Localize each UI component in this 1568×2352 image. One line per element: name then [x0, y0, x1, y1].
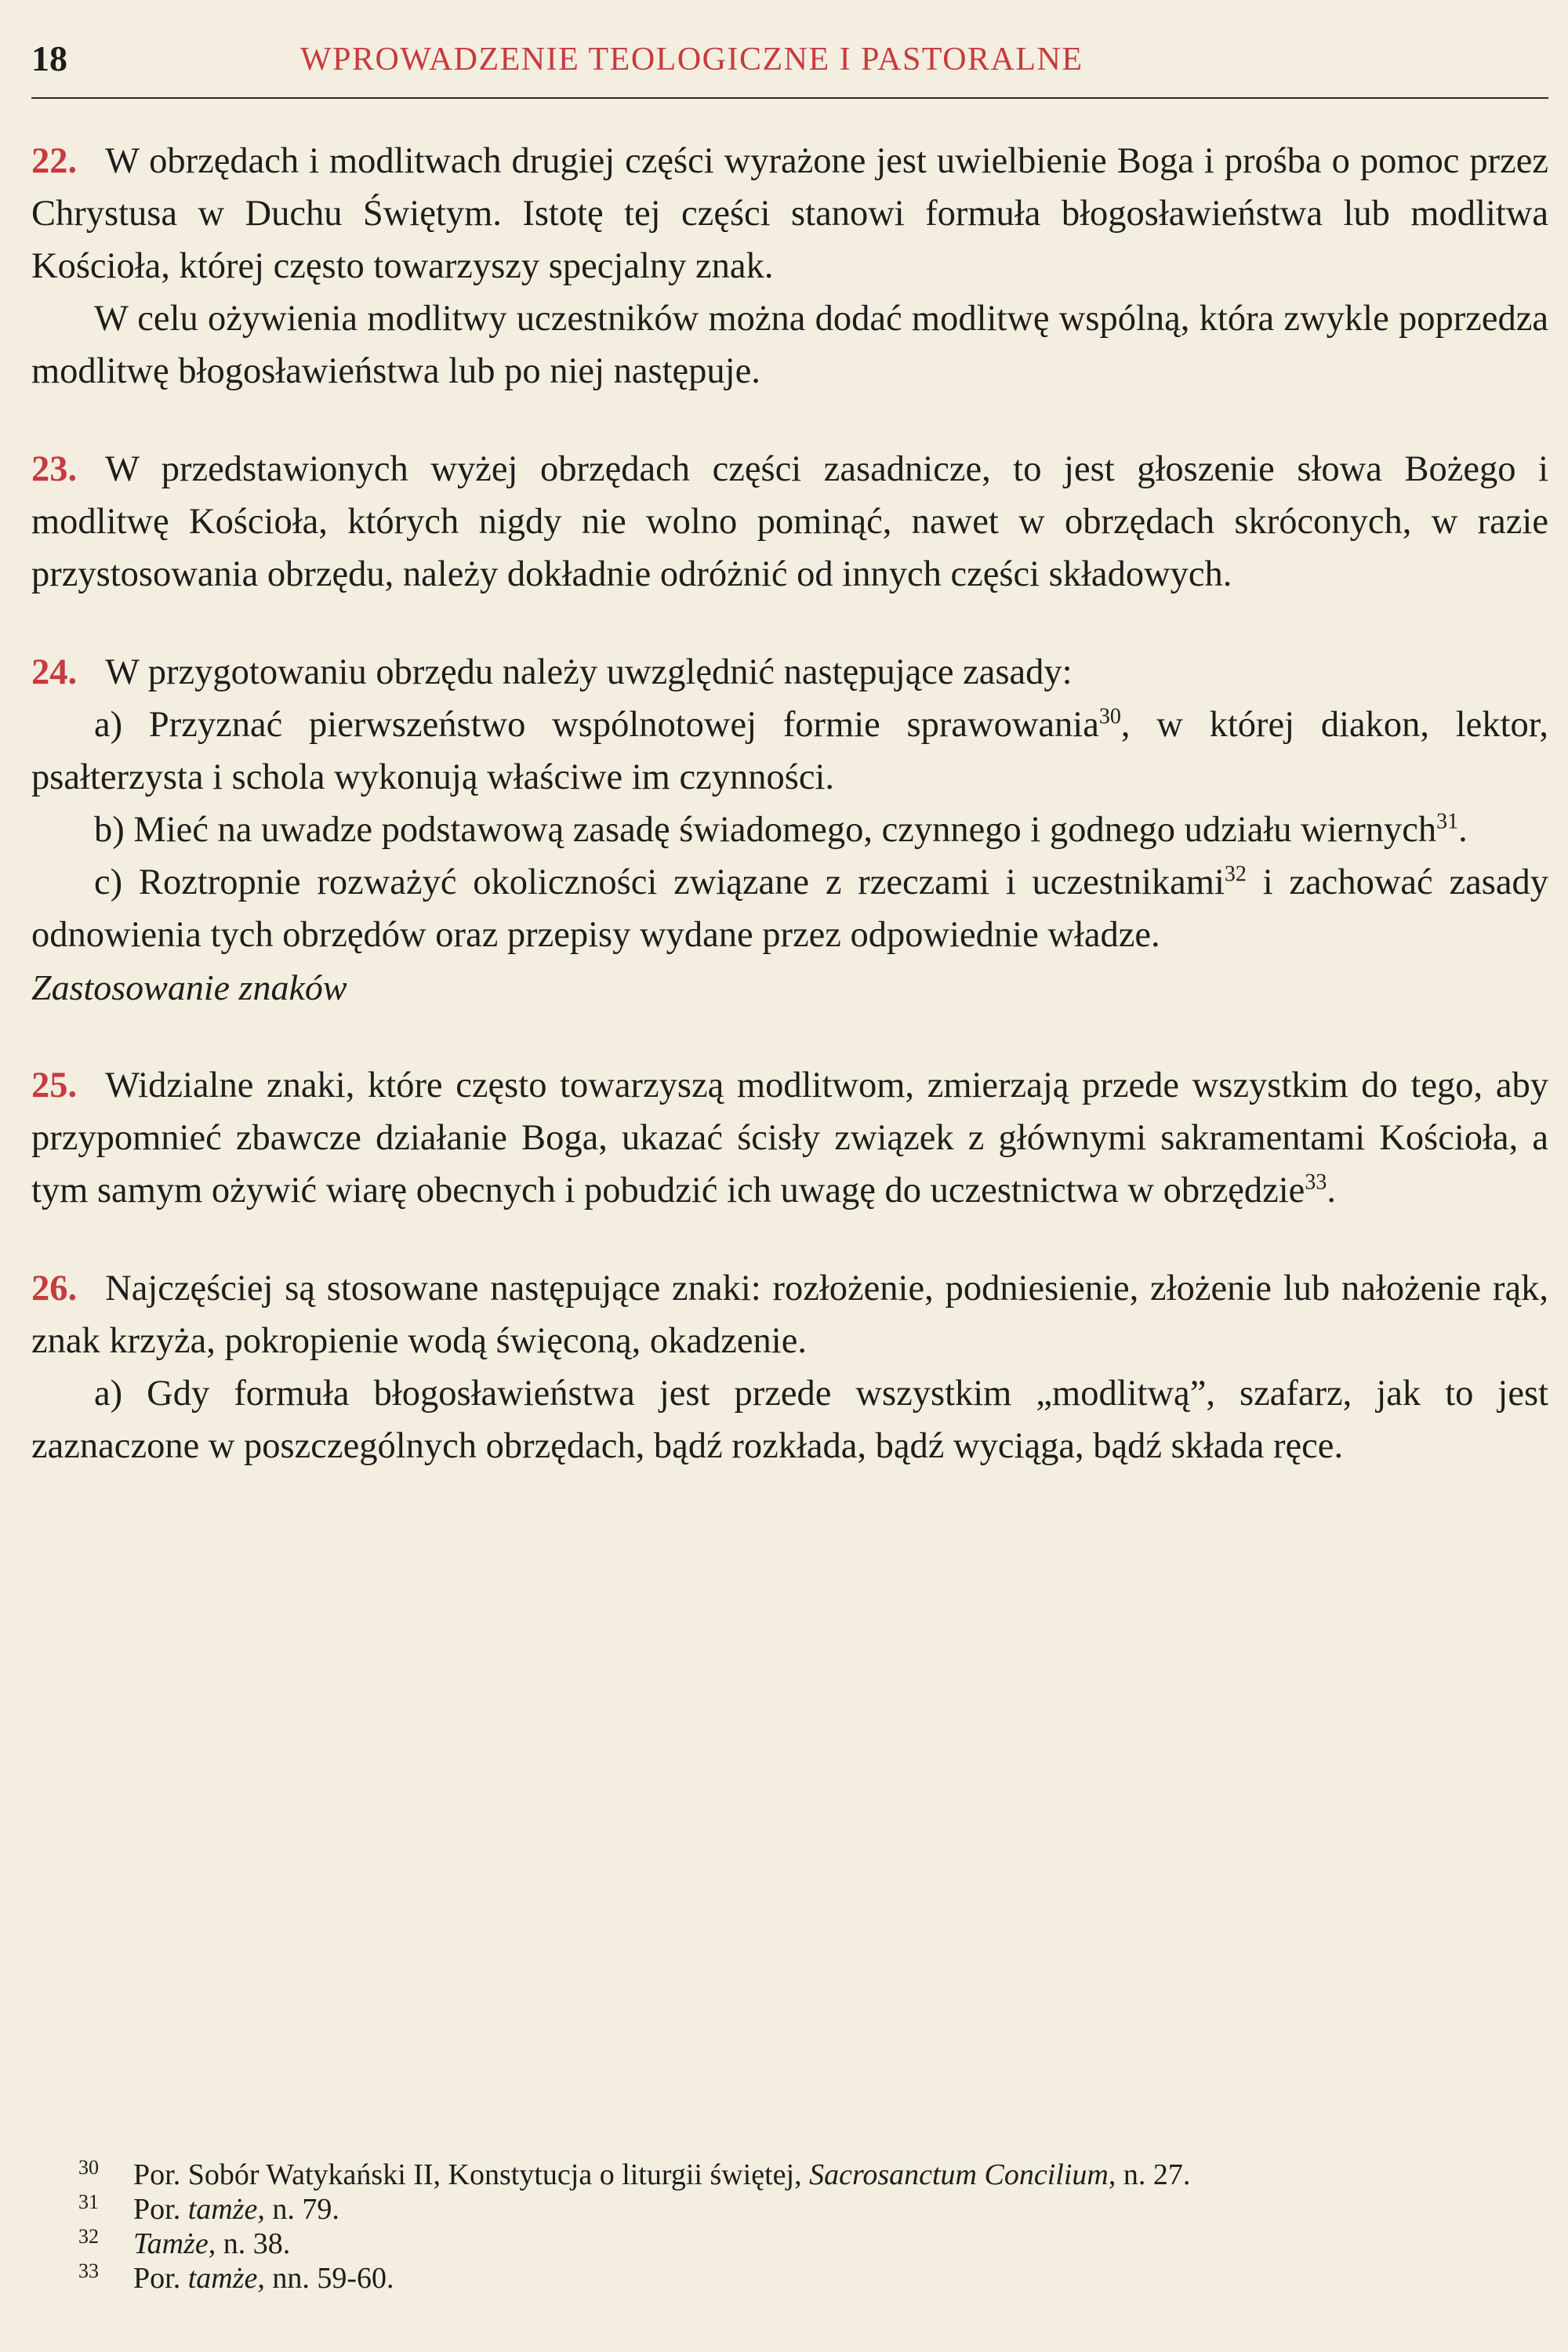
item-text: .: [1458, 810, 1468, 850]
paragraph-22: [31, 135, 1548, 292]
paragraph-25: [31, 1059, 1548, 1217]
paragraph-23: [31, 443, 1548, 601]
paragraph-text-end: .: [1327, 1171, 1336, 1210]
footnote-number: 30: [78, 2156, 99, 2179]
paragraph-number: 26.: [31, 1269, 78, 1308]
paragraph-number: 22.: [31, 141, 78, 181]
footnote-italic: Sacrosanctum Concilium,: [809, 2158, 1116, 2191]
paragraph-26: [31, 1262, 1548, 1367]
page-number: 18: [31, 38, 67, 78]
item-text: b) Mieć na uwadze podstawową zasadę świadomego, czynnego i godnego udziału wiernych: [94, 810, 1437, 850]
footnote-number: 33: [78, 2259, 99, 2282]
footnote-number: 31: [78, 2190, 99, 2213]
footnote-text-part: Por.: [133, 2262, 188, 2295]
footnote-text-part: nn. 59-60.: [264, 2262, 394, 2295]
paragraph-24: [31, 646, 1548, 699]
paragraph-number: 25.: [31, 1065, 78, 1105]
footnote-text-part: Por.: [133, 2193, 188, 2226]
footnote-text: [133, 2227, 290, 2260]
paragraph-24-item-c: [31, 856, 1548, 961]
footnote-text-part: n. 79.: [264, 2193, 339, 2226]
footnote-text-part: n. 27.: [1116, 2158, 1191, 2191]
paragraph-24-item-a: [31, 699, 1548, 804]
footnote-italic: tamże,: [187, 2262, 265, 2295]
running-title: WPROWADZENIE TEOLOGICZNE I PASTORALNE: [300, 42, 1083, 78]
footnote-number: 32: [78, 2225, 99, 2248]
paragraph-text: Widzialne znaki, które często towarzyszą modlitwom, zmierzają przede wszystkim do tego, aby przypomnieć zbawcze działanie Boga, ukazać ścisły związek z głównymi sakramentami Kościoła, a tym samym ożywić wiarę obecnych i pobudzić ich uwagę do uczestnictwa w obrzędzie: [31, 1065, 1548, 1210]
paragraph-number: 24.: [31, 652, 78, 692]
footnote-text-part: Por. Sobór Watykański II, Konstytucja o liturgii świętej,: [133, 2158, 810, 2191]
main-text: [31, 135, 1548, 1472]
page-header: [31, 31, 1548, 97]
footnote-30: [31, 2158, 1548, 2192]
footnote-text: [133, 2262, 394, 2295]
footnote-ref: 30: [1098, 704, 1121, 729]
footnote-text: [133, 2158, 1190, 2191]
footnote-31: [31, 2192, 1548, 2227]
paragraph-text: W przygotowaniu obrzędu należy uwzględnić następujące zasady:: [105, 652, 1073, 692]
header-rule: [31, 97, 1548, 99]
footnote-ref: 32: [1224, 862, 1247, 887]
footnote-33: [31, 2261, 1548, 2296]
paragraph-24-item-b: [31, 804, 1548, 856]
paragraph-text: W obrzędach i modlitwach drugiej części wyrażone jest uwielbienie Boga i prośba o pomoc przez Chrystusa w Duchu Świętym. Istotę tej części stanowi formuła błogosławieństwa lub modlitwa Kościoła, której często towarzyszy specjalny znak.: [31, 141, 1548, 286]
item-text: , w której diakon, lektor, psałterzysta i schola wykonują właściwe im czynności.: [31, 705, 1548, 797]
item-text: c) Roztropnie rozważyć okoliczności związane z rzeczami i uczestnikami: [94, 862, 1225, 902]
footnote-ref: 33: [1305, 1170, 1327, 1195]
footnote-32: [31, 2227, 1548, 2261]
paragraph-text: W przedstawionych wyżej obrzędach części zasadnicze, to jest głoszenie słowa Bożego i modlitwę Kościoła, których nigdy nie wolno pominąć, nawet w obrzędach skróconych, w razie przystosowania obrzędu, należy dokładnie odróżnić od innych części składowych.: [31, 449, 1548, 594]
footnote-text-part: n. 38.: [216, 2227, 291, 2260]
item-text: a) Przyznać pierwszeństwo wspólnotowej formie sprawowania: [94, 705, 1099, 745]
footnote-italic: Tamże,: [133, 2227, 216, 2260]
footnote-ref: 31: [1436, 809, 1459, 834]
paragraph-text: Najczęściej są stosowane następujące znaki: rozłożenie, podniesienie, złożenie lub nałożenie rąk, znak krzyża, pokropienie wodą święconą, okadzenie.: [31, 1269, 1548, 1361]
item-text: i zachować zasady odnowienia tych obrzędów oraz przepisy wydane przez odpowiednie władze.: [31, 862, 1548, 955]
section-heading: Zastosowanie znaków: [31, 967, 347, 1007]
paragraph-26-item-a: a) Gdy formuła błogosławieństwa jest przede wszystkim „modlitwą”, szafarz, jak to jest zaznaczone w poszczególnych obrzędach, bądź rozkłada, bądź wyciąga, bądź składa ręce.: [31, 1374, 1548, 1466]
footnotes: [31, 2158, 1548, 2296]
paragraph-22-continued: W celu ożywienia modlitwy uczestników można dodać modlitwę wspólną, która zwykle poprzedza modlitwę błogosławieństwa lub po niej następuje.: [31, 299, 1548, 391]
footnote-italic: tamże,: [187, 2193, 265, 2226]
paragraph-number: 23.: [31, 449, 78, 489]
footnote-text: [133, 2193, 339, 2226]
